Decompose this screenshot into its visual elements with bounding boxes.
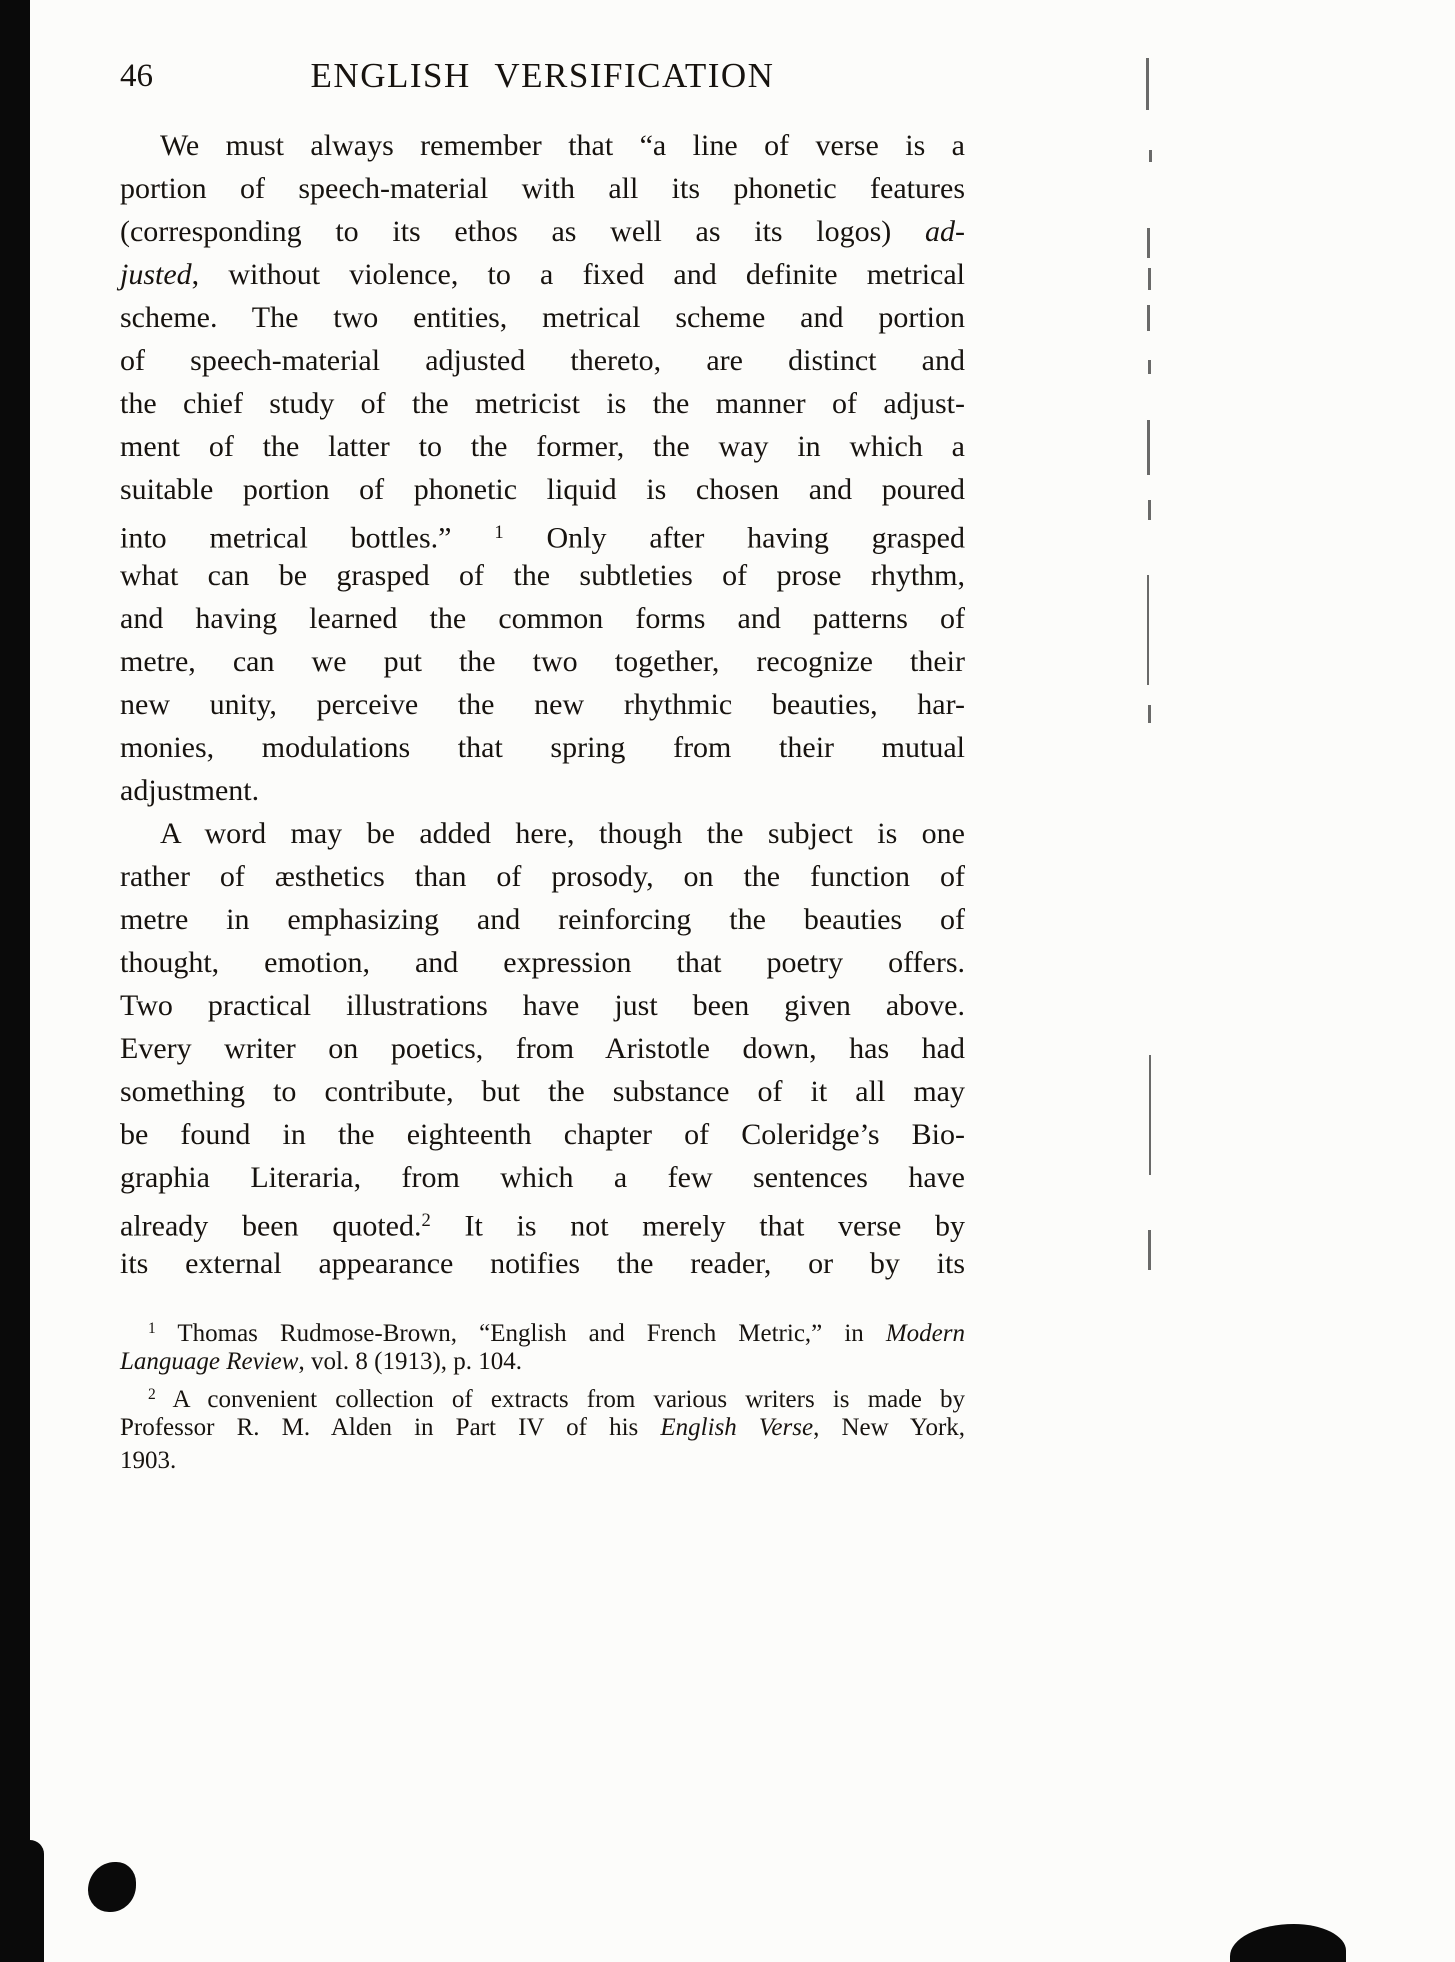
text-line: metre in emphasizing and reinforcing the beauties of (120, 903, 965, 936)
text-line: $^2$ A convenient collection of extracts from various writers is made by (148, 1385, 965, 1413)
footnotes-column (120, 1312, 965, 1477)
scan-artifact-right-tick (1148, 360, 1151, 374)
text-line: into metrical bottles.” $^1$ Only after having grasped (120, 521, 965, 555)
scan-artifact-left-bar (0, 0, 30, 1962)
scan-artifact-right-tick (1147, 228, 1150, 258)
text-line: scheme. The two entities, metrical scheme and portion (120, 301, 965, 334)
text-line: of speech-material adjusted thereto, are distinct and (120, 344, 965, 377)
text-line: A word may be added here, though the subject is one (160, 817, 965, 850)
scan-artifact-right-tick (1148, 1230, 1151, 1270)
text-line: new unity, perceive the new rhythmic beauties, har- (120, 688, 965, 721)
text-line: suitable portion of phonetic liquid is chosen and poured (120, 473, 965, 506)
text-line: justed, without violence, to a fixed and definite metrical (120, 258, 965, 291)
page-number: 46 (120, 58, 153, 94)
text-line: monies, modulations that spring from their mutual (120, 731, 965, 764)
text-line: Two practical illustrations have just been given above. (120, 989, 965, 1022)
scan-artifact-right-tick (1146, 58, 1149, 110)
scan-artifact-bottom-right-blob (1230, 1924, 1346, 1962)
paragraph (120, 1312, 965, 1378)
text-line: portion of speech-material with all its phonetic features (120, 172, 965, 205)
scan-artifact-right-tick (1147, 575, 1149, 685)
text-line: adjustment. (120, 774, 260, 807)
paragraph (120, 124, 965, 812)
text-line: what can be grasped of the subtleties of prose rhythm, (120, 559, 965, 592)
scan-artifact-right-tick (1148, 500, 1151, 520)
body-text-column (120, 124, 965, 1285)
text-line: $^1$ Thomas Rudmose-Brown, “English and French Metric,” in Modern (148, 1319, 965, 1347)
running-title: ENGLISH VERSIFICATION (310, 56, 775, 95)
text-line: graphia Literaria, from which a few sentences have (120, 1161, 965, 1194)
scan-artifact-right-tick (1147, 305, 1150, 331)
text-line: Every writer on poetics, from Aristotle down, has had (120, 1032, 965, 1065)
page-header (120, 56, 965, 102)
text-line: thought, emotion, and expression that poetry offers. (120, 946, 965, 979)
text-line: and having learned the common forms and patterns of (120, 602, 965, 635)
scan-artifact-left-bar-bottom (0, 1840, 44, 1962)
scan-artifact-right-tick (1148, 268, 1151, 290)
text-line: its external appearance notifies the reader, or by its (120, 1247, 965, 1280)
text-line: We must always remember that “a line of verse is a (160, 129, 965, 162)
text-line: something to contribute, but the substance of it all may (120, 1075, 965, 1108)
paragraph (120, 812, 965, 1285)
scan-artifact-right-tick (1149, 150, 1152, 162)
scan-artifact-right-tick (1148, 705, 1151, 723)
scan-artifact-bottom-left-blob (88, 1862, 136, 1912)
text-line: 1903. (120, 1447, 177, 1474)
text-line: (corresponding to its ethos as well as its logos) ad- (120, 215, 965, 248)
text-line: the chief study of the metricist is the manner of adjust- (120, 387, 965, 420)
text-line: already been quoted.$^2$ It is not merely that verse by (120, 1209, 965, 1243)
text-line: be found in the eighteenth chapter of Coleridge’s Bio- (120, 1118, 965, 1151)
text-line: ment of the latter to the former, the way in which a (120, 430, 965, 463)
text-line: Language Review, vol. 8 (1913), p. 104. (120, 1348, 523, 1375)
text-line: rather of æsthetics than of prosody, on the function of (120, 860, 965, 893)
paragraph (120, 1378, 965, 1477)
text-line: Professor R. M. Alden in Part IV of his English Verse, New York, (120, 1414, 966, 1441)
scan-artifact-right-tick (1149, 1055, 1151, 1175)
text-line: metre, can we put the two together, recognize their (120, 645, 965, 678)
scan-artifact-right-tick (1147, 420, 1150, 475)
